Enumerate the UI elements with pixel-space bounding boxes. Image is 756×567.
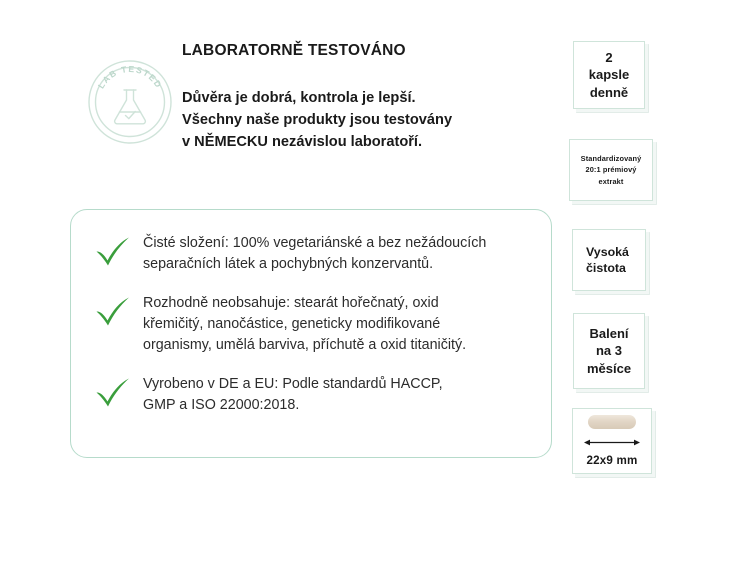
feature-box-extract [569,139,653,201]
checklist-item-1-line-1: Čisté složení: 100% vegetariánské a bez nežádoucích [143,235,487,251]
checklist-item-3-line-2: GMP a ISO 22000:2018. [143,397,300,414]
checklist-item [93,373,537,416]
feature-box-extract-text [575,153,647,187]
checklist-item [93,232,537,275]
feature-box-purity [572,229,646,291]
feature-box-purity-text [578,244,640,277]
feature-box-supply [573,313,645,389]
capsule-size-label: 22x9 mm [586,454,638,467]
page-title: LABORATORNĚ TESTOVÁNO [182,42,406,59]
capsule-icon [588,415,636,429]
extract-line-1: Standardizovaný [580,153,642,163]
checklist-card [70,209,552,458]
checklist-item-3-line-1: Vyrobeno v DE a EU: Podle standardů HACCP, [143,376,443,393]
check-icon [93,234,133,268]
supply-line-3: měsíce [586,360,632,376]
checklist-item [93,292,537,356]
checklist-item-2-line-3: organismy, umělá barviva, příchutě a oxid titaničitý. [143,337,467,354]
header-section [0,0,560,185]
check-icon [93,375,133,409]
checklist-item-2-line-2: křemičitý, nanočástice, geneticky modifikované [143,316,441,333]
dosage-line-2: kapsle [588,67,630,83]
checklist-item-text [143,373,537,416]
supply-line-2: na 3 [595,343,622,359]
feature-box-dosage-text [579,49,639,101]
checklist-item-2-line-1: Rozhodně neobsahuje: stearát hořečnatý, oxid [143,295,439,312]
feature-box-dosage [573,41,645,109]
feature-box-capsule-size [572,408,652,474]
feature-box-supply-text [579,325,639,378]
purity-line-1: Vysoká [586,244,629,259]
lab-tested-badge-icon [86,58,174,146]
extract-line-2: 20:1 prémiový [585,165,637,175]
checklist [93,232,537,416]
supply-line-1: Balení [589,325,629,341]
extract-line-3: extrakt [598,176,624,186]
header-text-block [182,42,552,154]
check-icon [93,294,133,328]
checklist-item-text [143,232,537,275]
svg-text:LAB TESTED: LAB TESTED [95,63,165,91]
checklist-item-1-line-2: separačních látek a pochybných konzervantů. [143,256,434,273]
header-subtitle [182,87,552,154]
checklist-item-text [143,292,537,356]
header-subtitle-line-3: v NĚMECKU nezávislou laboratoří. [182,134,423,151]
double-headed-arrow-icon [584,434,640,452]
feature-boxes-sidebar [566,0,686,567]
dosage-line-3: denně [589,84,629,100]
purity-line-2: čistota [586,261,626,275]
header-subtitle-line-2: Všechny naše produkty jsou testovány [182,111,453,128]
dosage-line-1: 2 [605,50,613,66]
header-subtitle-line-1: Důvěra je dobrá, kontrola je lepší. [182,89,416,106]
